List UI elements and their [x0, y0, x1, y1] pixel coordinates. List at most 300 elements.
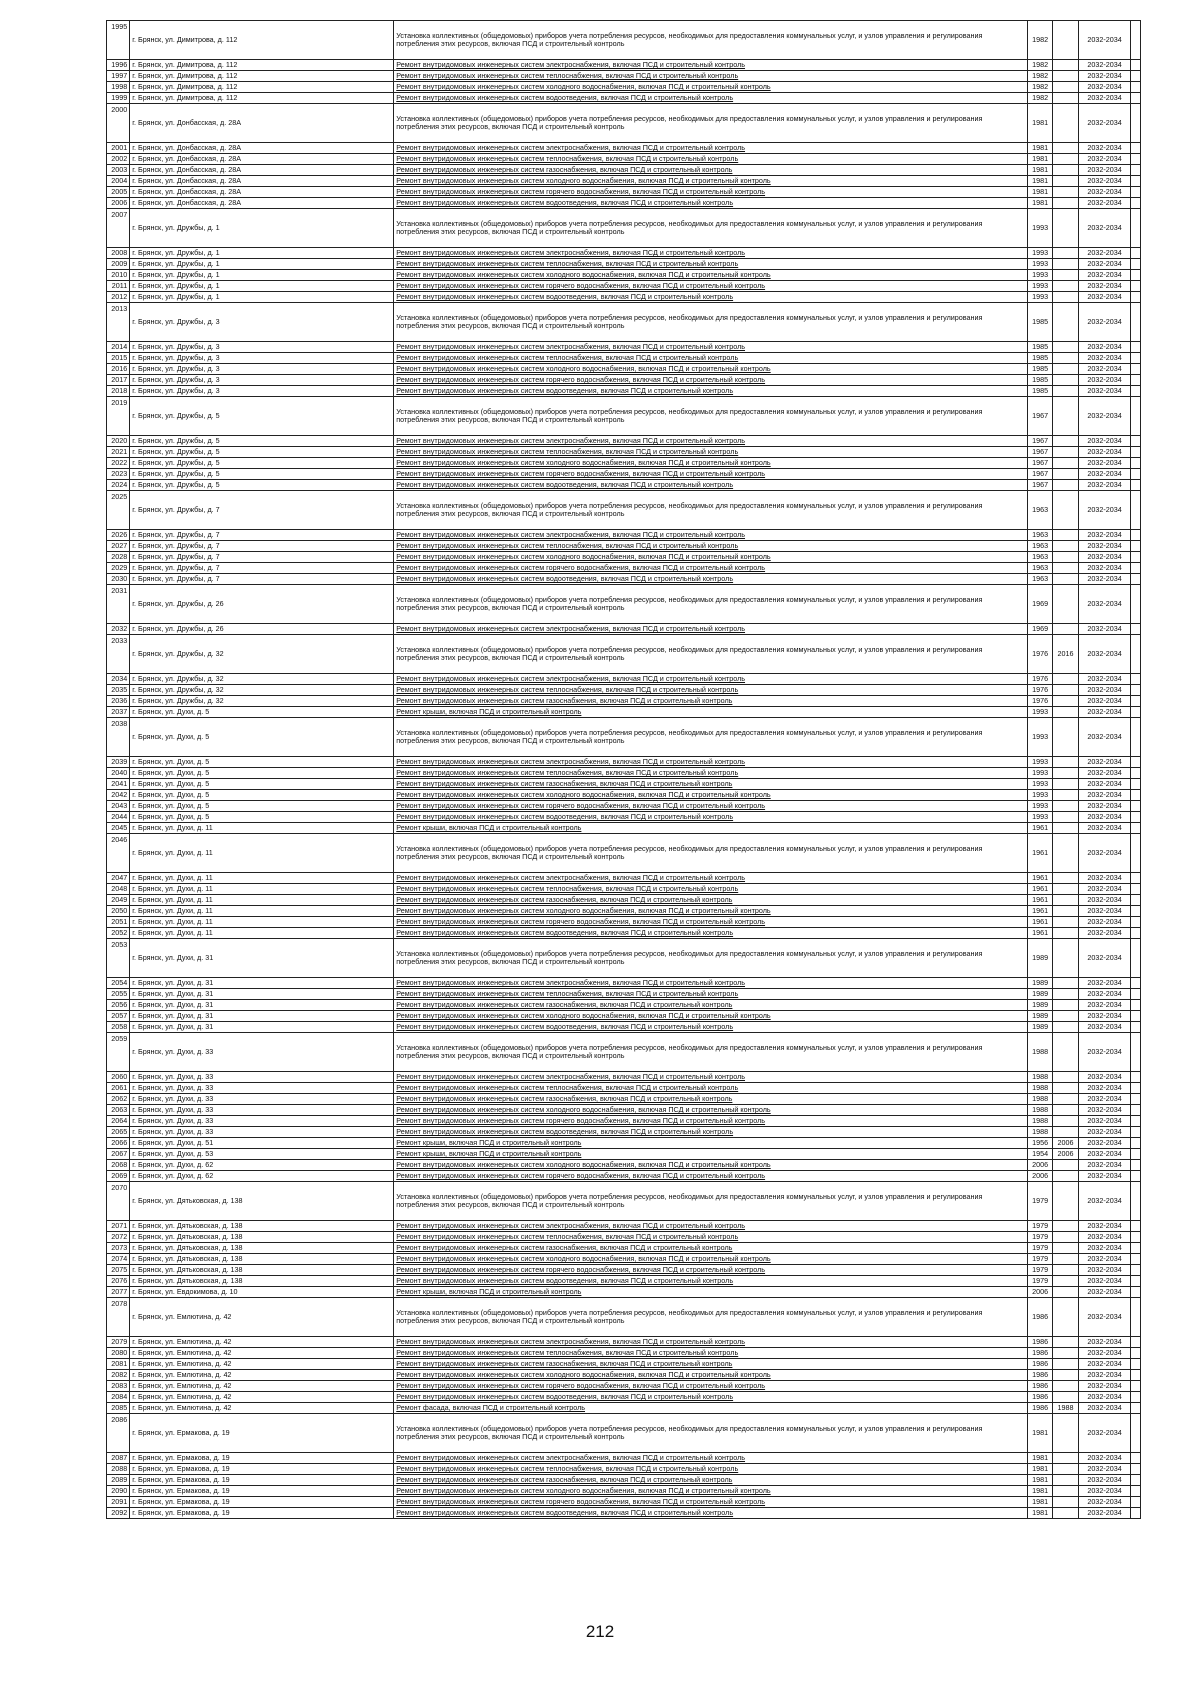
work-type-cell: Ремонт внутридомовых инженерных систем водоотведения, включая ПСД и строительный контроль [394, 198, 1028, 209]
table-row [107, 1149, 1141, 1160]
row-number: 2073 [107, 1243, 130, 1254]
year-repair-cell [1053, 1171, 1078, 1182]
row-number: 2039 [107, 757, 130, 768]
table-row [107, 1359, 1141, 1370]
row-number: 2090 [107, 1486, 130, 1497]
table-row [107, 1000, 1141, 1011]
address-cell: г. Брянск, ул. Духи, д. 5 [130, 801, 394, 812]
row-number: 2086 [107, 1414, 130, 1453]
year-built-cell: 1969 [1027, 624, 1052, 635]
table-row [107, 1022, 1141, 1033]
year-built-cell: 1993 [1027, 248, 1052, 259]
trailing-cell [1131, 259, 1141, 270]
row-number: 1997 [107, 71, 130, 82]
work-type-cell: Ремонт внутридомовых инженерных систем холодного водоснабжения, включая ПСД и строительный контроль [394, 552, 1028, 563]
year-repair-cell [1053, 1127, 1078, 1138]
table-row [107, 1508, 1141, 1519]
table-row [107, 93, 1141, 104]
row-number: 1996 [107, 60, 130, 71]
address-cell: г. Брянск, ул. Дружбы, д. 1 [130, 209, 394, 248]
trailing-cell [1131, 1359, 1141, 1370]
year-repair-cell [1053, 1072, 1078, 1083]
period-cell: 2032-2034 [1078, 757, 1131, 768]
table-row [107, 248, 1141, 259]
year-built-cell: 1985 [1027, 375, 1052, 386]
trailing-cell [1131, 93, 1141, 104]
trailing-cell [1131, 1497, 1141, 1508]
table-row [107, 928, 1141, 939]
year-built-cell: 1993 [1027, 292, 1052, 303]
address-cell: г. Брянск, ул. Емлютина, д. 42 [130, 1392, 394, 1403]
year-repair-cell [1053, 1392, 1078, 1403]
year-built-cell: 1976 [1027, 685, 1052, 696]
table-row [107, 895, 1141, 906]
address-cell: г. Брянск, ул. Емлютина, д. 42 [130, 1348, 394, 1359]
work-type-cell: Ремонт внутридомовых инженерных систем горячего водоснабжения, включая ПСД и строительный контроль [394, 1171, 1028, 1182]
address-cell: г. Брянск, ул. Емлютина, д. 42 [130, 1359, 394, 1370]
period-cell: 2032-2034 [1078, 989, 1131, 1000]
year-built-cell: 1993 [1027, 790, 1052, 801]
table-row [107, 906, 1141, 917]
period-cell: 2032-2034 [1078, 718, 1131, 757]
row-number: 2082 [107, 1370, 130, 1381]
table-row [107, 624, 1141, 635]
year-repair-cell [1053, 1486, 1078, 1497]
address-cell: г. Брянск, ул. Дружбы, д. 3 [130, 342, 394, 353]
address-cell: г. Брянск, ул. Дружбы, д. 3 [130, 303, 394, 342]
row-number: 2044 [107, 812, 130, 823]
table-row [107, 303, 1141, 342]
table-row [107, 1072, 1141, 1083]
trailing-cell [1131, 21, 1141, 60]
address-cell: г. Брянск, ул. Духи, д. 31 [130, 978, 394, 989]
table-row [107, 1464, 1141, 1475]
period-cell: 2032-2034 [1078, 530, 1131, 541]
address-cell: г. Брянск, ул. Дружбы, д. 32 [130, 685, 394, 696]
row-number: 2055 [107, 989, 130, 1000]
year-built-cell: 1961 [1027, 928, 1052, 939]
period-cell: 2032-2034 [1078, 1414, 1131, 1453]
table-row [107, 674, 1141, 685]
trailing-cell [1131, 353, 1141, 364]
page-number: 212 [585, 1622, 615, 1641]
year-built-cell: 1976 [1027, 674, 1052, 685]
table-row [107, 989, 1141, 1000]
trailing-cell [1131, 270, 1141, 281]
year-repair-cell [1053, 187, 1078, 198]
address-cell: г. Брянск, ул. Дятьковская, д. 138 [130, 1276, 394, 1287]
period-cell: 2032-2034 [1078, 270, 1131, 281]
year-built-cell: 1954 [1027, 1149, 1052, 1160]
trailing-cell [1131, 1276, 1141, 1287]
table-row [107, 447, 1141, 458]
address-cell: г. Брянск, ул. Дружбы, д. 5 [130, 436, 394, 447]
work-type-cell: Ремонт внутридомовых инженерных систем горячего водоснабжения, включая ПСД и строительный контроль [394, 801, 1028, 812]
address-cell: г. Брянск, ул. Ермакова, д. 19 [130, 1414, 394, 1453]
period-cell: 2032-2034 [1078, 1105, 1131, 1116]
table-row [107, 563, 1141, 574]
year-built-cell: 1963 [1027, 563, 1052, 574]
address-cell: г. Брянск, ул. Духи, д. 31 [130, 1022, 394, 1033]
work-type-cell: Ремонт внутридомовых инженерных систем теплоснабжения, включая ПСД и строительный контроль [394, 353, 1028, 364]
year-built-cell: 1993 [1027, 718, 1052, 757]
year-repair-cell [1053, 552, 1078, 563]
year-repair-cell [1053, 685, 1078, 696]
trailing-cell [1131, 939, 1141, 978]
period-cell: 2032-2034 [1078, 917, 1131, 928]
row-number: 2078 [107, 1298, 130, 1337]
year-repair-cell [1053, 1232, 1078, 1243]
year-repair-cell [1053, 1254, 1078, 1265]
period-cell: 2032-2034 [1078, 1464, 1131, 1475]
address-cell: г. Брянск, ул. Димитрова, д. 112 [130, 21, 394, 60]
row-number: 1998 [107, 82, 130, 93]
year-repair-cell [1053, 989, 1078, 1000]
table-row [107, 60, 1141, 71]
year-repair-cell [1053, 397, 1078, 436]
year-built-cell: 1985 [1027, 342, 1052, 353]
work-type-cell: Ремонт внутридомовых инженерных систем теплоснабжения, включая ПСД и строительный контроль [394, 1232, 1028, 1243]
address-cell: г. Брянск, ул. Дружбы, д. 1 [130, 292, 394, 303]
year-built-cell: 1986 [1027, 1403, 1052, 1414]
year-built-cell: 2006 [1027, 1171, 1052, 1182]
period-cell: 2032-2034 [1078, 1182, 1131, 1221]
trailing-cell [1131, 154, 1141, 165]
table-row [107, 1497, 1141, 1508]
row-number: 2028 [107, 552, 130, 563]
row-number: 2014 [107, 342, 130, 353]
trailing-cell [1131, 1127, 1141, 1138]
period-cell: 2032-2034 [1078, 1033, 1131, 1072]
year-repair-cell [1053, 480, 1078, 491]
work-type-cell: Ремонт внутридомовых инженерных систем электроснабжения, включая ПСД и строительный контроль [394, 624, 1028, 635]
address-cell: г. Брянск, ул. Дружбы, д. 1 [130, 270, 394, 281]
year-built-cell: 1961 [1027, 884, 1052, 895]
period-cell: 2032-2034 [1078, 1276, 1131, 1287]
table-row [107, 1033, 1141, 1072]
year-repair-cell [1053, 1160, 1078, 1171]
year-built-cell: 1982 [1027, 82, 1052, 93]
period-cell: 2032-2034 [1078, 1370, 1131, 1381]
address-cell: г. Брянск, ул. Духи, д. 31 [130, 1011, 394, 1022]
address-cell: г. Брянск, ул. Донбасская, д. 28А [130, 104, 394, 143]
work-type-cell: Ремонт внутридомовых инженерных систем газоснабжения, включая ПСД и строительный контроль [394, 779, 1028, 790]
year-built-cell: 1993 [1027, 259, 1052, 270]
address-cell: г. Брянск, ул. Дружбы, д. 3 [130, 375, 394, 386]
table-row [107, 1287, 1141, 1298]
address-cell: г. Брянск, ул. Дружбы, д. 7 [130, 552, 394, 563]
table-row [107, 1254, 1141, 1265]
row-number: 2067 [107, 1149, 130, 1160]
period-cell: 2032-2034 [1078, 82, 1131, 93]
row-number: 2007 [107, 209, 130, 248]
row-number: 2051 [107, 917, 130, 928]
trailing-cell [1131, 60, 1141, 71]
trailing-cell [1131, 541, 1141, 552]
address-cell: г. Брянск, ул. Духи, д. 11 [130, 895, 394, 906]
work-type-cell: Ремонт внутридомовых инженерных систем водоотведения, включая ПСД и строительный контроль [394, 1392, 1028, 1403]
address-cell: г. Брянск, ул. Дружбы, д. 7 [130, 574, 394, 585]
row-number: 2018 [107, 386, 130, 397]
table-row [107, 585, 1141, 624]
period-cell: 2032-2034 [1078, 978, 1131, 989]
row-number: 1999 [107, 93, 130, 104]
work-type-cell: Ремонт внутридомовых инженерных систем холодного водоснабжения, включая ПСД и строительный контроль [394, 906, 1028, 917]
row-number: 2019 [107, 397, 130, 436]
work-type-cell: Ремонт внутридомовых инженерных систем электроснабжения, включая ПСД и строительный контроль [394, 1072, 1028, 1083]
table-row [107, 823, 1141, 834]
work-type-cell: Ремонт внутридомовых инженерных систем холодного водоснабжения, включая ПСД и строительный контроль [394, 1254, 1028, 1265]
row-number: 2010 [107, 270, 130, 281]
year-repair-cell [1053, 93, 1078, 104]
address-cell: г. Брянск, ул. Духи, д. 5 [130, 779, 394, 790]
year-repair-cell [1053, 303, 1078, 342]
period-cell: 2032-2034 [1078, 801, 1131, 812]
address-cell: г. Брянск, ул. Духи, д. 51 [130, 1138, 394, 1149]
year-built-cell: 1982 [1027, 21, 1052, 60]
year-built-cell: 1989 [1027, 1000, 1052, 1011]
address-cell: г. Брянск, ул. Духи, д. 11 [130, 873, 394, 884]
trailing-cell [1131, 1033, 1141, 1072]
year-built-cell: 1988 [1027, 1033, 1052, 1072]
period-cell: 2032-2034 [1078, 491, 1131, 530]
work-type-cell: Ремонт внутридомовых инженерных систем водоотведения, включая ПСД и строительный контроль [394, 1022, 1028, 1033]
table-row [107, 1486, 1141, 1497]
year-built-cell: 1981 [1027, 1508, 1052, 1519]
table-row [107, 1453, 1141, 1464]
address-cell: г. Брянск, ул. Дятьковская, д. 138 [130, 1243, 394, 1254]
period-cell: 2032-2034 [1078, 1243, 1131, 1254]
table-row [107, 165, 1141, 176]
capital-repair-table [106, 20, 1141, 1519]
address-cell: г. Брянск, ул. Духи, д. 11 [130, 906, 394, 917]
work-type-cell: Ремонт внутридомовых инженерных систем теплоснабжения, включая ПСД и строительный контроль [394, 1464, 1028, 1475]
row-number: 2009 [107, 259, 130, 270]
period-cell: 2032-2034 [1078, 469, 1131, 480]
address-cell: г. Брянск, ул. Дятьковская, д. 138 [130, 1254, 394, 1265]
row-number: 2057 [107, 1011, 130, 1022]
year-built-cell: 1963 [1027, 574, 1052, 585]
period-cell: 2032-2034 [1078, 939, 1131, 978]
year-repair-cell: 2006 [1053, 1138, 1078, 1149]
table-row [107, 209, 1141, 248]
year-repair-cell [1053, 292, 1078, 303]
address-cell: г. Брянск, ул. Духи, д. 62 [130, 1160, 394, 1171]
trailing-cell [1131, 624, 1141, 635]
table-row [107, 1403, 1141, 1414]
table-row [107, 154, 1141, 165]
period-cell: 2032-2034 [1078, 1171, 1131, 1182]
row-number: 2000 [107, 104, 130, 143]
period-cell: 2032-2034 [1078, 1083, 1131, 1094]
year-repair-cell [1053, 1105, 1078, 1116]
year-built-cell: 1988 [1027, 1127, 1052, 1138]
table-row [107, 270, 1141, 281]
table-row [107, 574, 1141, 585]
work-type-cell: Установка коллективных (общедомовых) приборов учета потребления ресурсов, необходимых для предоставления коммунальных услуг, и узлов управления и регулирования потребления этих ресурсов, включая ПСД и строительный контроль [394, 1182, 1028, 1221]
row-number: 2060 [107, 1072, 130, 1083]
work-type-cell: Ремонт внутридомовых инженерных систем электроснабжения, включая ПСД и строительный контроль [394, 143, 1028, 154]
period-cell: 2032-2034 [1078, 1160, 1131, 1171]
period-cell: 2032-2034 [1078, 873, 1131, 884]
trailing-cell [1131, 375, 1141, 386]
table-row [107, 939, 1141, 978]
work-type-cell: Ремонт внутридомовых инженерных систем газоснабжения, включая ПСД и строительный контроль [394, 1243, 1028, 1254]
trailing-cell [1131, 707, 1141, 718]
work-type-cell: Установка коллективных (общедомовых) приборов учета потребления ресурсов, необходимых для предоставления коммунальных услуг, и узлов управления и регулирования потребления этих ресурсов, включая ПСД и строительный контроль [394, 21, 1028, 60]
work-type-cell: Ремонт внутридомовых инженерных систем холодного водоснабжения, включая ПСД и строительный контроль [394, 790, 1028, 801]
work-type-cell: Установка коллективных (общедомовых) приборов учета потребления ресурсов, необходимых для предоставления коммунальных услуг, и узлов управления и регулирования потребления этих ресурсов, включая ПСД и строительный контроль [394, 104, 1028, 143]
year-built-cell: 1981 [1027, 154, 1052, 165]
trailing-cell [1131, 1182, 1141, 1221]
row-number: 2084 [107, 1392, 130, 1403]
table-row [107, 873, 1141, 884]
period-cell: 2032-2034 [1078, 707, 1131, 718]
trailing-cell [1131, 1508, 1141, 1519]
work-type-cell: Ремонт внутридомовых инженерных систем газоснабжения, включая ПСД и строительный контроль [394, 895, 1028, 906]
year-built-cell: 1986 [1027, 1370, 1052, 1381]
year-repair-cell [1053, 270, 1078, 281]
table-row [107, 21, 1141, 60]
address-cell: г. Брянск, ул. Донбасская, д. 28А [130, 176, 394, 187]
address-cell: г. Брянск, ул. Духи, д. 5 [130, 707, 394, 718]
year-built-cell: 1961 [1027, 823, 1052, 834]
year-built-cell: 1989 [1027, 939, 1052, 978]
year-repair-cell [1053, 823, 1078, 834]
work-type-cell: Ремонт внутридомовых инженерных систем горячего водоснабжения, включая ПСД и строительный контроль [394, 1116, 1028, 1127]
period-cell: 2032-2034 [1078, 397, 1131, 436]
year-repair-cell [1053, 563, 1078, 574]
year-built-cell: 2006 [1027, 1160, 1052, 1171]
year-repair-cell [1053, 1287, 1078, 1298]
period-cell: 2032-2034 [1078, 563, 1131, 574]
table-row [107, 1265, 1141, 1276]
year-repair-cell [1053, 574, 1078, 585]
table-row [107, 1171, 1141, 1182]
work-type-cell: Установка коллективных (общедомовых) приборов учета потребления ресурсов, необходимых для предоставления коммунальных услуг, и узлов управления и регулирования потребления этих ресурсов, включая ПСД и строительный контроль [394, 209, 1028, 248]
period-cell: 2032-2034 [1078, 928, 1131, 939]
trailing-cell [1131, 1116, 1141, 1127]
year-repair-cell [1053, 1033, 1078, 1072]
year-built-cell: 1986 [1027, 1359, 1052, 1370]
row-number: 2070 [107, 1182, 130, 1221]
table-row [107, 375, 1141, 386]
work-type-cell: Установка коллективных (общедомовых) приборов учета потребления ресурсов, необходимых для предоставления коммунальных услуг, и узлов управления и регулирования потребления этих ресурсов, включая ПСД и строительный контроль [394, 585, 1028, 624]
trailing-cell [1131, 1254, 1141, 1265]
table-row [107, 259, 1141, 270]
work-type-cell: Ремонт внутридомовых инженерных систем водоотведения, включая ПСД и строительный контроль [394, 292, 1028, 303]
trailing-cell [1131, 447, 1141, 458]
period-cell: 2032-2034 [1078, 1022, 1131, 1033]
year-built-cell: 1985 [1027, 364, 1052, 375]
trailing-cell [1131, 1348, 1141, 1359]
year-built-cell: 1993 [1027, 707, 1052, 718]
year-repair-cell [1053, 624, 1078, 635]
address-cell: г. Брянск, ул. Дружбы, д. 26 [130, 624, 394, 635]
year-built-cell: 1963 [1027, 552, 1052, 563]
work-type-cell: Ремонт внутридомовых инженерных систем холодного водоснабжения, включая ПСД и строительный контроль [394, 1011, 1028, 1022]
work-type-cell: Ремонт внутридомовых инженерных систем теплоснабжения, включая ПСД и строительный контроль [394, 259, 1028, 270]
row-number: 2047 [107, 873, 130, 884]
trailing-cell [1131, 176, 1141, 187]
year-built-cell: 1988 [1027, 1072, 1052, 1083]
row-number: 2003 [107, 165, 130, 176]
address-cell: г. Брянск, ул. Дружбы, д. 5 [130, 480, 394, 491]
address-cell: г. Брянск, ул. Емлютина, д. 42 [130, 1381, 394, 1392]
trailing-cell [1131, 1221, 1141, 1232]
year-built-cell: 1969 [1027, 585, 1052, 624]
table-row [107, 685, 1141, 696]
year-repair-cell [1053, 248, 1078, 259]
address-cell: г. Брянск, ул. Донбасская, д. 28А [130, 165, 394, 176]
year-built-cell: 1989 [1027, 978, 1052, 989]
year-repair-cell [1053, 939, 1078, 978]
period-cell: 2032-2034 [1078, 1348, 1131, 1359]
row-number: 2091 [107, 1497, 130, 1508]
table-row [107, 104, 1141, 143]
row-number: 2030 [107, 574, 130, 585]
year-repair-cell [1053, 1011, 1078, 1022]
trailing-cell [1131, 469, 1141, 480]
year-built-cell: 1981 [1027, 1464, 1052, 1475]
trailing-cell [1131, 386, 1141, 397]
trailing-cell [1131, 1160, 1141, 1171]
year-repair-cell [1053, 60, 1078, 71]
year-built-cell: 1981 [1027, 104, 1052, 143]
trailing-cell [1131, 458, 1141, 469]
address-cell: г. Брянск, ул. Емлютина, д. 42 [130, 1337, 394, 1348]
address-cell: г. Брянск, ул. Духи, д. 33 [130, 1094, 394, 1105]
trailing-cell [1131, 436, 1141, 447]
period-cell: 2032-2034 [1078, 198, 1131, 209]
trailing-cell [1131, 552, 1141, 563]
period-cell: 2032-2034 [1078, 1287, 1131, 1298]
table-row [107, 978, 1141, 989]
trailing-cell [1131, 209, 1141, 248]
year-repair-cell [1053, 768, 1078, 779]
year-repair-cell [1053, 458, 1078, 469]
year-repair-cell: 2016 [1053, 635, 1078, 674]
trailing-cell [1131, 1381, 1141, 1392]
row-number: 2012 [107, 292, 130, 303]
year-built-cell: 1993 [1027, 757, 1052, 768]
table-row [107, 1232, 1141, 1243]
work-type-cell: Ремонт внутридомовых инженерных систем холодного водоснабжения, включая ПСД и строительный контроль [394, 270, 1028, 281]
trailing-cell [1131, 1232, 1141, 1243]
trailing-cell [1131, 71, 1141, 82]
trailing-cell [1131, 1022, 1141, 1033]
row-number: 2089 [107, 1475, 130, 1486]
work-type-cell: Ремонт внутридомовых инженерных систем теплоснабжения, включая ПСД и строительный контроль [394, 884, 1028, 895]
trailing-cell [1131, 1486, 1141, 1497]
work-type-cell: Ремонт внутридомовых инженерных систем электроснабжения, включая ПСД и строительный контроль [394, 530, 1028, 541]
trailing-cell [1131, 834, 1141, 873]
address-cell: г. Брянск, ул. Духи, д. 5 [130, 768, 394, 779]
year-repair-cell [1053, 1370, 1078, 1381]
address-cell: г. Брянск, ул. Ермакова, д. 19 [130, 1497, 394, 1508]
period-cell: 2032-2034 [1078, 906, 1131, 917]
period-cell: 2032-2034 [1078, 1403, 1131, 1414]
row-number: 2021 [107, 447, 130, 458]
year-repair-cell [1053, 1221, 1078, 1232]
trailing-cell [1131, 757, 1141, 768]
period-cell: 2032-2034 [1078, 154, 1131, 165]
period-cell: 2032-2034 [1078, 364, 1131, 375]
work-type-cell: Установка коллективных (общедомовых) приборов учета потребления ресурсов, необходимых для предоставления коммунальных услуг, и узлов управления и регулирования потребления этих ресурсов, включая ПСД и строительный контроль [394, 1033, 1028, 1072]
period-cell: 2032-2034 [1078, 812, 1131, 823]
table-row [107, 397, 1141, 436]
table-row [107, 1105, 1141, 1116]
